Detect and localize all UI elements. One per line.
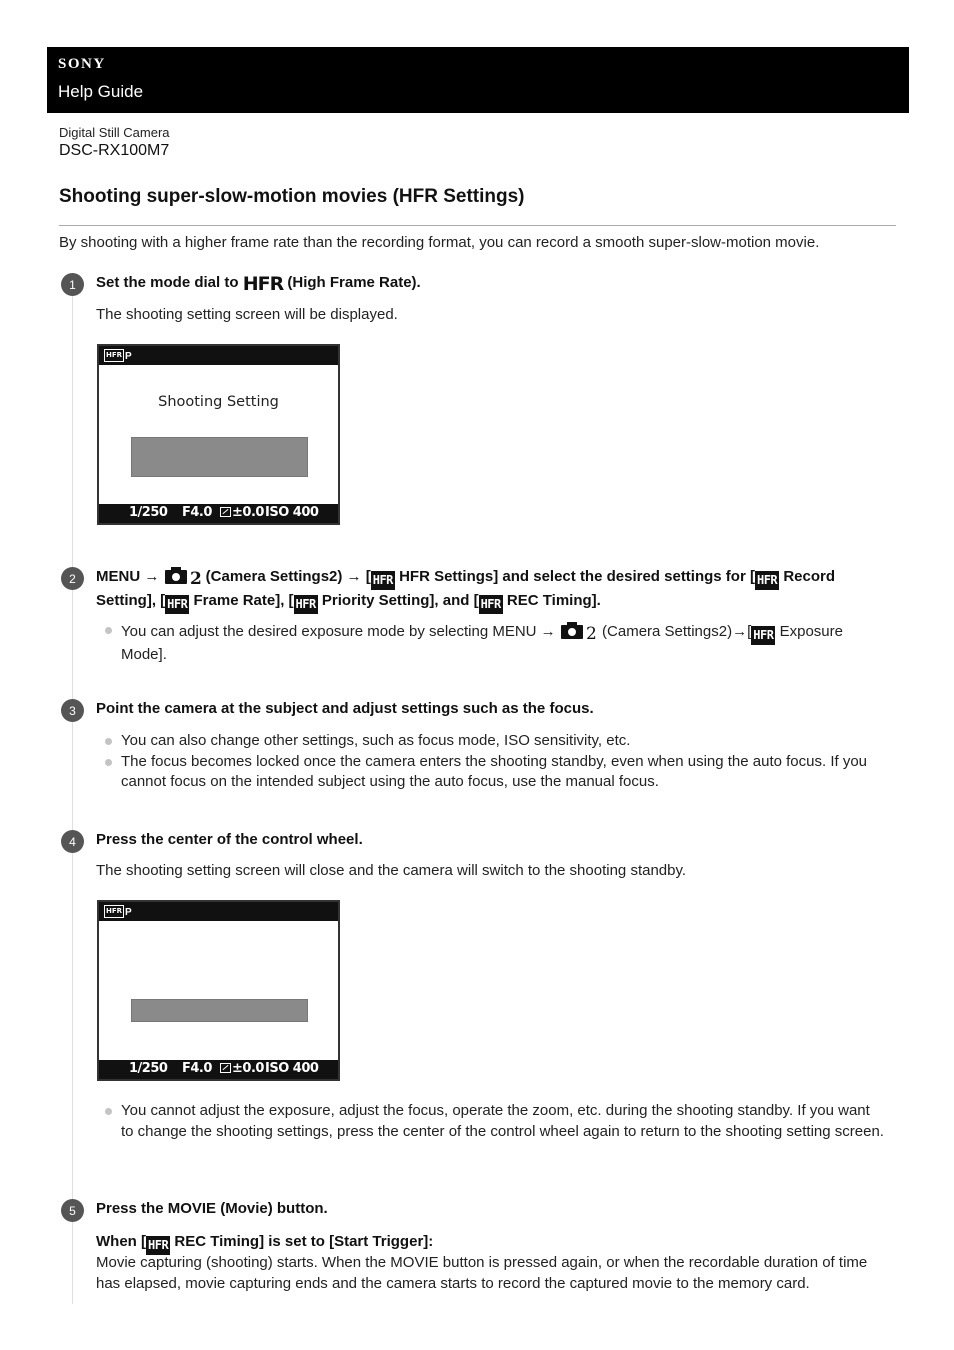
exposure-comp [220, 1061, 264, 1076]
step-number-1: 1 [61, 273, 84, 296]
screen-hfr-badge: HFR [104, 905, 124, 918]
step-number-5: 5 [61, 1199, 84, 1222]
list-item: The focus becomes locked once the camera enters the shooting standby, even when using the auto focus. If you cannot focus on the intended subject using the auto focus, use the manual focus. [105, 752, 885, 793]
step-2-text-f: Frame Rate], [ [189, 592, 294, 609]
step-1-heading-text-end: (High Frame Rate). [283, 274, 421, 291]
title-divider [59, 225, 896, 226]
step-4-notes [105, 1101, 885, 1142]
screen-settings-box [131, 437, 308, 477]
camera-settings2-icon [164, 565, 202, 585]
hfr-icon: HFR [294, 595, 318, 614]
screen-hfr-badge: HFR [104, 349, 124, 362]
intro-text: By shooting with a higher frame rate than the recording format, you can record a smooth super-slow-motion movie. [59, 234, 820, 251]
step-2-note-text-b: (Camera Settings2)→[ [602, 623, 752, 640]
step-1-text: The shooting setting screen will be displayed. [96, 306, 398, 323]
step-2-text-c: HFR Settings] and select the desired settings for [ [394, 568, 755, 585]
screen-title: Shooting Setting [158, 394, 279, 410]
step-5-sub-text-a: When [ [96, 1233, 146, 1250]
shooting-standby-screen [97, 900, 340, 1081]
step-5-text: Movie capturing (shooting) starts. When the MOVIE button is pressed again, or when the recordable duration of time has elapsed, movie capturing ends and the camera starts to record the captured movie to the memory card. [96, 1254, 868, 1292]
ev-icon [220, 1063, 231, 1073]
step-4-heading: Press the center of the control wheel. [96, 831, 363, 848]
exposure-comp [220, 505, 264, 520]
camera-settings2-digit: 2 [189, 569, 202, 585]
step-2-text-g: Priority Setting], and [ [317, 592, 479, 609]
step-2-text-d: Record [779, 568, 836, 585]
step-2-text-e: Setting], [ [96, 592, 166, 609]
hfr-icon: HFR [165, 595, 189, 614]
hfr-icon: HFR [371, 571, 395, 590]
shutter-speed: 1/250 [129, 1061, 168, 1076]
hfr-icon: HFR [146, 1236, 170, 1255]
aperture-value: F4.0 [182, 505, 212, 520]
step-5-heading: Press the MOVIE (Movie) button. [96, 1200, 328, 1217]
shooting-setting-screen [97, 344, 340, 525]
camera-settings2-digit: 2 [585, 624, 597, 640]
step-2-note-text-c: Exposure [775, 623, 843, 640]
list-item: You can also change other settings, such as focus mode, ISO sensitivity, etc. [105, 731, 885, 752]
step-number-3: 3 [61, 699, 84, 722]
ev-icon [220, 507, 231, 517]
screen-mode-letter: P [125, 907, 132, 918]
product-category: Digital Still Camera [59, 125, 170, 140]
hfr-icon: HFR [751, 626, 775, 645]
screen-status-bar [99, 504, 338, 523]
aperture-value: F4.0 [182, 1061, 212, 1076]
screen-top-bar [99, 902, 338, 921]
step-2-note-text-a: You can adjust the desired exposure mode by selecting MENU → [121, 623, 560, 640]
step-number-4: 4 [61, 830, 84, 853]
hfr-icon: HFR [479, 595, 503, 614]
step-2-note-text-d: Mode]. [121, 646, 167, 663]
shutter-speed: 1/250 [129, 505, 168, 520]
step-1-heading-text: Set the mode dial to [96, 274, 243, 291]
list-item [105, 620, 885, 666]
step-3-heading: Point the camera at the subject and adjust settings such as the focus. [96, 700, 594, 717]
page-title: Shooting super-slow-motion movies (HFR Settings) [59, 186, 525, 207]
step-5-sub-text-b: REC Timing] is set to [Start Trigger]: [170, 1233, 434, 1250]
exposure-comp-value: ±0.0 [232, 505, 264, 520]
brand-logo: SONY [58, 56, 106, 72]
list-item: You cannot adjust the exposure, adjust the focus, operate the zoom, etc. during the shooting standby. If you want to change the shooting settings, press the center of the control wheel again to return to the shooting setting screen. [105, 1101, 885, 1142]
camera-settings2-icon [560, 620, 598, 640]
help-guide-label: Help Guide [58, 82, 144, 101]
screen-top-bar [99, 346, 338, 365]
screen-standby-bar [131, 999, 308, 1022]
step-2-heading [96, 565, 896, 614]
step-3-notes [105, 731, 885, 793]
iso-value: ISO 400 [265, 505, 319, 520]
hfr-mode-icon: HFR [242, 273, 284, 295]
step-1-heading [96, 272, 421, 295]
hfr-icon: HFR [755, 571, 779, 590]
step-2-notes [105, 620, 885, 666]
step-2-text-h: REC Timing]. [502, 592, 601, 609]
step-4-text: The shooting setting screen will close and the camera will switch to the shooting standby. [96, 862, 687, 879]
step-number-2: 2 [61, 567, 84, 590]
step-2-text-b: (Camera Settings2) → [ [205, 568, 371, 585]
product-model: DSC-RX100M7 [59, 142, 170, 159]
iso-value: ISO 400 [265, 1061, 319, 1076]
steps-timeline-line [72, 294, 73, 1304]
header-bar [47, 47, 909, 113]
screen-mode-letter: P [125, 351, 132, 362]
exposure-comp-value: ±0.0 [232, 1061, 264, 1076]
screen-status-bar [99, 1060, 338, 1079]
step-2-text-a: MENU → [96, 568, 164, 585]
